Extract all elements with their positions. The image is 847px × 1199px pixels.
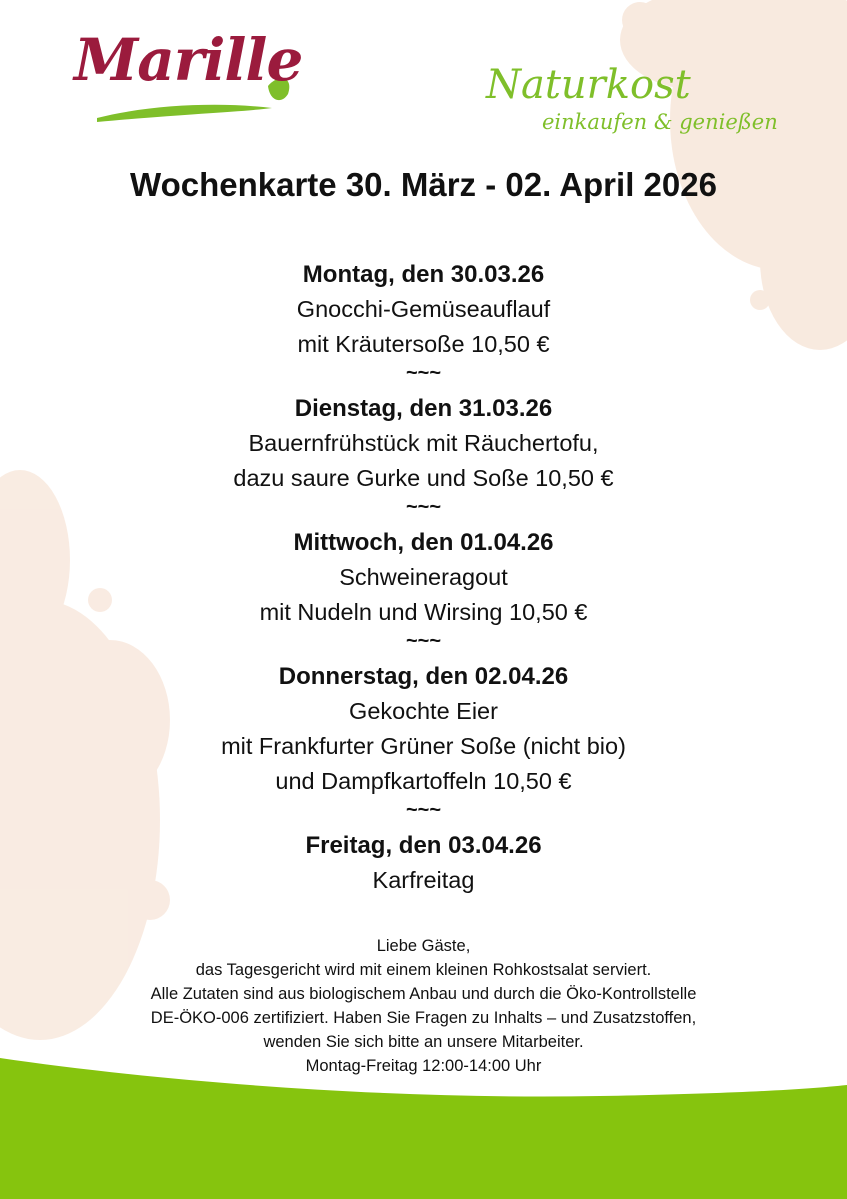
menu-day [0, 660, 847, 829]
info-note [0, 934, 847, 1078]
note-line: Liebe Gäste, [376, 937, 471, 955]
note-line: wenden Sie sich bitte an unsere Mitarbeiter. [263, 1033, 584, 1051]
menu-day [0, 392, 847, 526]
dish-line: Gnocchi-Gemüseauflauf [296, 296, 551, 322]
marille-logo [72, 26, 303, 130]
note-line: DE-ÖKO-006 zertifiziert. Haben Sie Fragen zu Inhalts – und Zusatzstoffen, [150, 1009, 697, 1027]
naturkost-tagline: einkaufen & genießen [542, 110, 778, 134]
naturkost-title: Naturkost [486, 62, 691, 108]
day-separator: ~~~ [405, 799, 442, 821]
note-line: Montag-Freitag 12:00-14:00 Uhr [305, 1057, 542, 1075]
dish-line: mit Kräutersoße 10,50 € [297, 331, 550, 357]
note-line: Alle Zutaten sind aus biologischem Anbau und durch die Öko-Kontrollstelle [150, 985, 697, 1003]
weekly-menu [0, 258, 847, 898]
dish-line: und Dampfkartoffeln 10,50 € [275, 768, 572, 794]
dish-line: Karfreitag [372, 867, 475, 893]
day-heading: Montag, den 30.03.26 [302, 261, 545, 288]
menu-day [0, 526, 847, 660]
day-heading: Freitag, den 03.04.26 [305, 832, 542, 859]
day-heading: Mittwoch, den 01.04.26 [293, 529, 554, 556]
day-heading: Donnerstag, den 02.04.26 [278, 663, 569, 690]
logo-text: Marille [74, 26, 303, 94]
day-separator: ~~~ [405, 496, 442, 518]
dish-line: mit Nudeln und Wirsing 10,50 € [259, 599, 588, 625]
menu-day [0, 258, 847, 392]
day-separator: ~~~ [405, 630, 442, 652]
day-separator: ~~~ [405, 362, 442, 384]
dish-line: Schweineragout [339, 564, 508, 590]
footer-green-wave [0, 1058, 847, 1199]
menu-day [0, 829, 847, 898]
naturkost-brand [486, 62, 806, 134]
page-title: Wochenkarte 30. März - 02. April 2026 [130, 166, 717, 203]
day-heading: Dienstag, den 31.03.26 [294, 395, 553, 422]
dish-line: Gekochte Eier [349, 698, 498, 724]
dish-line: mit Frankfurter Grüner Soße (nicht bio) [221, 733, 626, 759]
note-line: das Tagesgericht wird mit einem kleinen Rohkostsalat serviert. [195, 961, 652, 979]
dish-line: dazu saure Gurke und Soße 10,50 € [233, 465, 614, 491]
dish-line: Bauernfrühstück mit Räuchertofu, [248, 430, 599, 456]
